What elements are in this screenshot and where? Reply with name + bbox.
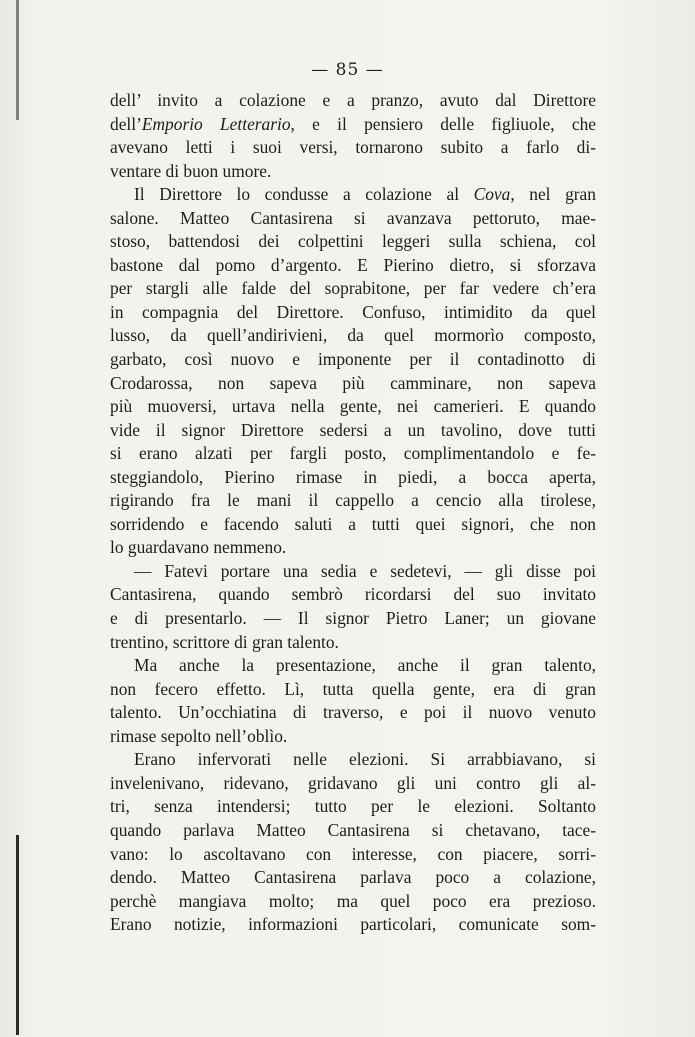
text-line: Cantasirena, quando sembrò ricordarsi del suo invitato (110, 584, 596, 605)
text-line: rigirando fra le mani il cappello a cencio alla tirolese, (110, 490, 596, 511)
text-line: perchè mangiava molto; ma quel poco era prezioso. (110, 890, 596, 911)
text-line: sorridendo e facendo saluti a tutti quei signori, che non (110, 513, 596, 534)
text-line: trentino, scrittore di gran talento. (110, 631, 339, 652)
text-line: Erano infervorati nelle elezioni. Si arrabbiavano, si (134, 749, 596, 770)
text-line: per stargli alle falde del soprabitone, per far vedere ch’era (110, 278, 596, 299)
text-line: e di presentarlo. — Il signor Pietro Laner; un giovane (110, 608, 596, 629)
text-line: più muoversi, urtava nella gente, nei camerieri. E quando (110, 396, 596, 417)
scan-edge-mark (16, 835, 19, 1035)
text-line: dendo. Matteo Cantasirena parlava poco a colazione, (110, 867, 596, 888)
text-line: stoso, battendosi dei colpettini leggeri sulla schiena, col (110, 231, 596, 252)
body-text (110, 89, 596, 937)
text-line: si erano alzati per fargli posto, complimentandolo e fe- (110, 443, 596, 464)
text-line: avevano letti i suoi versi, tornarono subito a farlo di- (110, 137, 596, 158)
text-line: quando parlava Matteo Cantasirena si chetavano, tace- (110, 819, 596, 840)
text-line: rimase sepolto nell’oblìo. (110, 725, 288, 746)
page-number: — 85 — (311, 60, 384, 80)
text-line: bastone dal pomo d’argento. E Pierino dietro, si sforzava (110, 254, 596, 275)
text-line: ventare di buon umore. (110, 160, 272, 181)
text-line: non fecero effetto. Lì, tutta quella gente, era di gran (110, 678, 596, 699)
text-line: vano: lo ascoltavano con interesse, con piacere, sorri- (110, 843, 596, 864)
text-line: Ma anche la presentazione, anche il gran talento, (134, 655, 596, 676)
text-line: dell’Emporio Letterario, e il pensiero delle figliuole, che (110, 113, 596, 134)
text-line: invelenivano, ridevano, gridavano gli uni contro gli al- (110, 772, 596, 793)
text-line: Il Direttore lo condusse a colazione al Cova, nel gran (134, 184, 596, 205)
text-line: — Fatevi portare una sedia e sedetevi, — gli disse poi (134, 560, 596, 581)
text-line: tri, senza intendersi; tutto per le elezioni. Soltanto (110, 796, 596, 817)
text-line: Erano notizie, informazioni particolari, comunicate som- (110, 914, 596, 935)
text-line: talento. Un’occhiatina di traverso, e poi il nuovo venuto (110, 702, 596, 723)
text-line: lo guardavano nemmeno. (110, 537, 287, 558)
text-line: salone. Matteo Cantasirena si avanzava pettoruto, mae- (110, 207, 596, 228)
text-line: garbato, così nuovo e imponente per il contadinotto di (110, 349, 596, 370)
text-line: in compagnia del Direttore. Confuso, intimidito da quel (110, 301, 596, 322)
text-line: Crodarossa, non sapeva più camminare, non sapeva (110, 372, 596, 393)
text-line: dell’ invito a colazione e a pranzo, avuto dal Direttore (110, 90, 596, 110)
text-line: steggiandolo, Pierino rimase in piedi, a bocca aperta, (110, 466, 596, 487)
text-line: vide il signor Direttore sedersi a un tavolino, dove tutti (110, 419, 596, 440)
text-line: lusso, da quell’andirivieni, da quel mormorìo composto, (110, 325, 596, 346)
